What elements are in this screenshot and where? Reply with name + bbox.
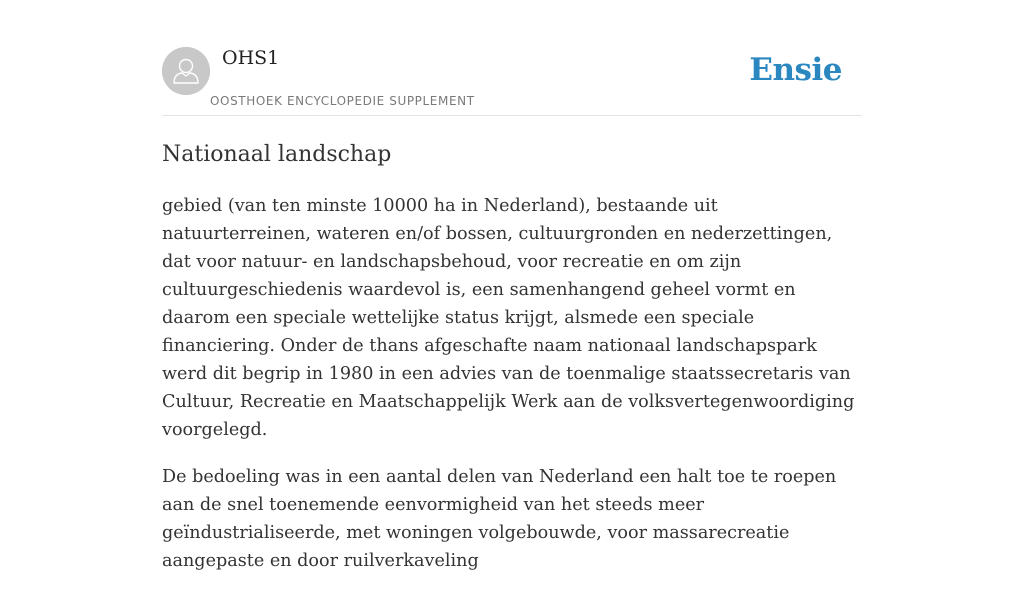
user-avatar-icon[interactable]	[162, 47, 210, 95]
page-title: Nationaal landschap	[162, 142, 392, 167]
article-paragraph: De bedoeling was in een aantal delen van Nederland een halt toe te roepen aan de snel toenemende eenvormigheid van het steeds meer geïndustrialiseerde, met woningen volgebouwde, voor massarecreatie aangepaste en door ruilverkaveling	[162, 467, 837, 571]
author-name[interactable]: OHS1	[222, 47, 280, 69]
article-body	[162, 192, 862, 594]
article-container	[162, 0, 862, 571]
ensie-logo[interactable]: Ensie	[749, 52, 842, 88]
article-header	[162, 0, 862, 116]
author-source[interactable]: OOSTHOEK ENCYCLOPEDIE SUPPLEMENT	[210, 94, 475, 108]
article-paragraph: gebied (van ten minste 10000 ha in Nederland), bestaande uit natuurterreinen, wateren en/of bossen, cultuurgronden en nederzettingen, dat voor natuur- en landschapsbehoud, voor recreatie en om zijn cultuurgeschiedenis waardevol is, een samenhangend geheel vormt en daarom een speciale wettelijke status krijgt, alsmede een speciale financiering. Onder de thans afgeschafte naam nationaal landschapspark werd dit begrip in 1980 in een advies van de toenmalige staatssecretaris van Cultuur, Recreatie en Maatschappelijk Werk aan de volksvertegenwoordiging voorgelegd.	[162, 196, 855, 440]
